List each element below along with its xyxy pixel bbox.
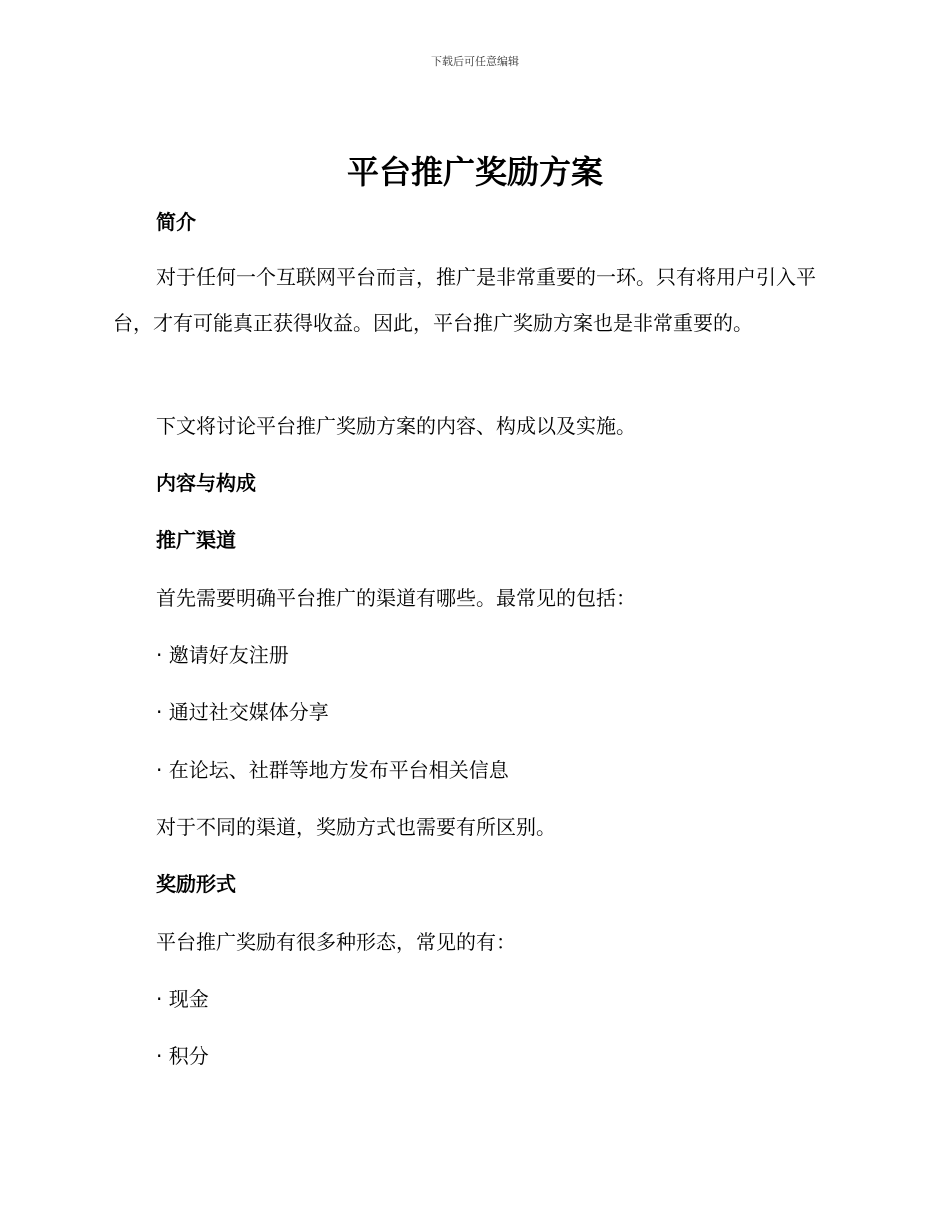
- heading-content-structure: 内容与构成: [156, 471, 256, 495]
- heading-promotion-channels: 推广渠道: [156, 528, 236, 552]
- list-item: · 积分: [156, 1044, 209, 1068]
- heading-reward-forms: 奖励形式: [156, 872, 236, 896]
- document-title: 平台推广奖励方案: [346, 153, 603, 191]
- list-item: · 在论坛、社群等地方发布平台相关信息: [156, 758, 509, 782]
- intro-paragraph-1: 对于任何一个互联网平台而言，推广是非常重要的一环。只有将用户引入平台，才有可能真正获得收益。因此，平台推广奖励方案也是非常重要的。: [113, 265, 816, 335]
- rewards-intro: 平台推广奖励有很多种形态，常见的有：: [156, 930, 516, 954]
- intro-paragraph-2: 下文将讨论平台推广奖励方案的内容、构成以及实施。: [156, 414, 636, 438]
- list-item: · 通过社交媒体分享: [156, 700, 329, 724]
- channels-closing: 对于不同的渠道，奖励方式也需要有所区别。: [156, 815, 556, 839]
- list-item: · 现金: [156, 987, 209, 1011]
- page-header: 下载后可任意编辑: [431, 55, 519, 68]
- channels-intro: 首先需要明确平台推广的渠道有哪些。最常见的包括：: [156, 586, 636, 610]
- list-item: · 邀请好友注册: [156, 643, 289, 667]
- heading-intro: 简介: [156, 210, 196, 234]
